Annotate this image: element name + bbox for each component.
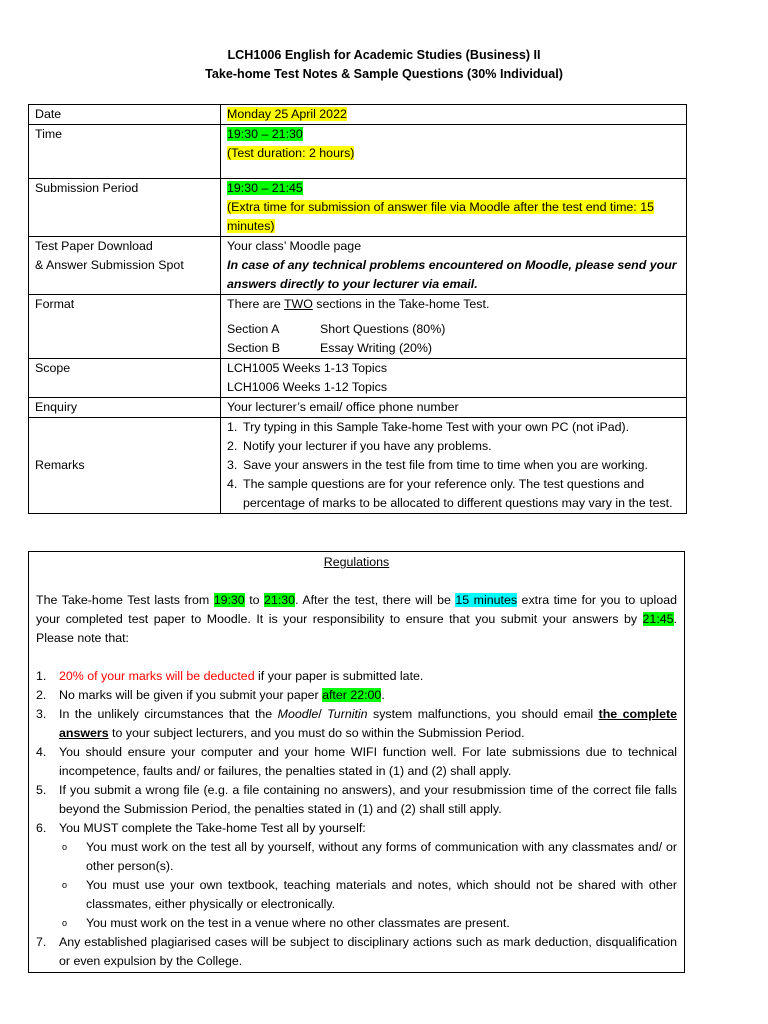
regulation-item-1	[36, 667, 677, 686]
time-value: 19:30 – 21:30	[227, 127, 303, 141]
download-note: In case of any technical problems encountered on Moodle, please send your answers directly to your lecturer via email.	[227, 258, 677, 291]
section-a-value: Short Questions (80%)	[320, 322, 446, 336]
regulation-number: 5.	[36, 783, 47, 797]
intro-text: . Please note that:	[36, 612, 677, 645]
document-header	[0, 46, 768, 84]
download-cell	[221, 237, 687, 295]
moodle-term: Moodle	[277, 707, 319, 721]
remark-item	[227, 418, 680, 437]
document-subtitle: Take-home Test Notes & Sample Questions (30% Individual)	[205, 67, 563, 81]
course-title: LCH1006 English for Academic Studies (Business) II	[227, 48, 541, 62]
row-remarks	[29, 418, 687, 514]
regulation-number: 2.	[36, 688, 47, 702]
download-label-line1: Test Paper Download	[35, 239, 153, 253]
section-a-row	[227, 320, 680, 339]
remark-number: 2.	[227, 439, 238, 453]
regulation-text-part: .	[381, 688, 385, 702]
intro-text: . After the test, there will be	[295, 593, 456, 607]
submission-note: (Extra time for submission of answer file via Moodle after the test end time: 15 minutes)	[227, 200, 654, 233]
regulation-text	[59, 705, 677, 743]
regulation-text-part: system malfunctions, you should email	[367, 707, 599, 721]
scope-cell	[221, 359, 687, 398]
regulation-number: 1.	[36, 669, 47, 683]
remark-number: 4.	[227, 477, 238, 491]
format-label: Format	[29, 295, 221, 359]
remark-number: 1.	[227, 420, 238, 434]
remark-item	[227, 437, 680, 456]
intro-start-time: 19:30	[213, 593, 245, 607]
regulation-item-6	[36, 819, 677, 933]
row-enquiry	[29, 398, 687, 418]
regulation-item-3	[36, 705, 677, 743]
regulation-text	[59, 667, 677, 686]
row-download	[29, 237, 687, 295]
date-label: Date	[29, 105, 221, 125]
regulation-text-part: You MUST complete the Take-home Test all by yourself:	[59, 821, 366, 835]
scope-item-2: LCH1006 Weeks 1-12 Topics	[227, 380, 388, 394]
time-label: Time	[29, 125, 221, 179]
intro-end-time: 21:30	[264, 593, 296, 607]
regulation-number: 6.	[36, 821, 47, 835]
regulation-text: Any established plagiarised cases will be subject to disciplinary actions such as mark deduction, disqualification or even expulsion by the College.	[59, 935, 677, 968]
regulation-number: 7.	[36, 935, 47, 949]
regulations-title: Regulations	[323, 555, 390, 569]
submission-label: Submission Period	[29, 179, 221, 237]
enquiry-label: Enquiry	[29, 398, 221, 418]
remark-text: The sample questions are for your reference only. The test questions and percentage of marks to be allocated to different questions may vary in the test.	[243, 477, 673, 510]
remarks-label: Remarks	[29, 418, 221, 514]
format-cell	[221, 295, 687, 359]
section-b-value: Essay Writing (20%)	[320, 341, 433, 355]
remarks-cell	[221, 418, 687, 514]
intro-deadline: 21:45	[642, 612, 674, 626]
date-cell	[221, 105, 687, 125]
scope-item-1: LCH1005 Weeks 1-13 Topics	[227, 361, 388, 375]
intro-text: extra time for you to upload your completed test paper to Moodle. It is your responsibility to ensure that you submit your answers by	[36, 593, 677, 626]
regulation-text	[59, 819, 677, 933]
sub-item-text: You must work on the test in a venue where no other classmates are present.	[86, 916, 510, 930]
regulations-list	[36, 667, 677, 971]
regulation-text-part: /	[318, 707, 328, 721]
sub-item	[59, 838, 677, 876]
regulation-number: 4.	[36, 745, 47, 759]
circle-bullet-icon: o	[62, 880, 68, 890]
format-pre: There are	[227, 297, 284, 311]
intro-text: to	[244, 593, 265, 607]
row-submission	[29, 179, 687, 237]
remark-item	[227, 456, 680, 475]
sub-item	[59, 876, 677, 914]
download-label-line2: & Answer Submission Spot	[35, 258, 184, 272]
sub-item-text: You must work on the test all by yourself, without any forms of communication with any classmates and/ or other person(s).	[86, 840, 677, 873]
regulation-text: You should ensure your computer and your home WIFI function well. For late submissions due to technical incompetence, faults and/ or failures, the penalties stated in (1) and (2) shall apply.	[59, 745, 677, 778]
download-label	[29, 237, 221, 295]
download-value: Your class’ Moodle page	[227, 239, 362, 253]
sub-item-text: You must use your own textbook, teaching materials and notes, which should not be shared with other classmates, either physically or electronically.	[86, 878, 677, 911]
remarks-list	[227, 418, 680, 513]
regulation-text-part: No marks will be given if you submit your paper	[59, 688, 323, 702]
scope-label: Scope	[29, 359, 221, 398]
test-info-table	[28, 104, 687, 514]
regulation-item-4	[36, 743, 677, 781]
regulation-number: 3.	[36, 707, 47, 721]
regulation-item-5	[36, 781, 677, 819]
circle-bullet-icon: o	[62, 842, 68, 852]
row-time	[29, 125, 687, 179]
complete-answers-emphasis: the complete	[598, 707, 677, 721]
remark-item	[227, 475, 680, 513]
intro-text: The Take-home Test lasts from	[36, 593, 214, 607]
submission-value: 19:30 – 21:45	[227, 181, 303, 195]
format-description	[227, 295, 680, 314]
date-value: Monday 25 April 2022	[227, 107, 347, 121]
section-b-label: Section B	[227, 341, 281, 355]
row-format	[29, 295, 687, 359]
turnitin-term: Turnitin	[327, 707, 368, 721]
deduction-warning: 20% of your marks will be deducted	[59, 669, 255, 683]
circle-bullet-icon: o	[62, 918, 68, 928]
row-scope	[29, 359, 687, 398]
regulation-text-part: In the unlikely circumstances that the	[59, 707, 278, 721]
remark-text: Save your answers in the test file from time to time when you are working.	[243, 458, 648, 472]
sub-item	[59, 914, 677, 933]
regulation-item-7	[36, 933, 677, 971]
remark-text: Try typing in this Sample Take-home Test with your own PC (not iPad).	[243, 420, 630, 434]
remark-number: 3.	[227, 458, 238, 472]
self-completion-sublist	[59, 838, 677, 933]
row-date	[29, 105, 687, 125]
enquiry-value: Your lecturer’s email/ office phone number	[221, 398, 687, 418]
regulation-text-part: if your paper is submitted late.	[254, 669, 424, 683]
section-a-label: Section A	[227, 322, 280, 336]
regulation-item-2	[36, 686, 677, 705]
late-cutoff: after 22:00	[322, 688, 382, 702]
intro-extra-time: 15 minutes	[455, 593, 518, 607]
complete-answers-emphasis: answers	[59, 726, 109, 740]
time-note: (Test duration: 2 hours)	[227, 146, 355, 160]
format-post: sections in the Take-home Test.	[312, 297, 490, 311]
submission-cell	[221, 179, 687, 237]
time-cell	[221, 125, 687, 179]
remark-text: Notify your lecturer if you have any problems.	[243, 439, 492, 453]
regulations-intro	[36, 591, 677, 648]
format-two: TWO	[283, 297, 313, 311]
section-b-row	[227, 339, 680, 358]
regulations-box	[28, 551, 685, 973]
regulation-text	[59, 686, 677, 705]
regulation-text-part: to your subject lecturers, and you must do so within the Submission Period.	[108, 726, 525, 740]
regulation-text: If you submit a wrong file (e.g. a file containing no answers), and your resubmission time of the correct file falls beyond the Submission Period, the penalties stated in (1) and (2) shall still apply.	[59, 783, 677, 816]
